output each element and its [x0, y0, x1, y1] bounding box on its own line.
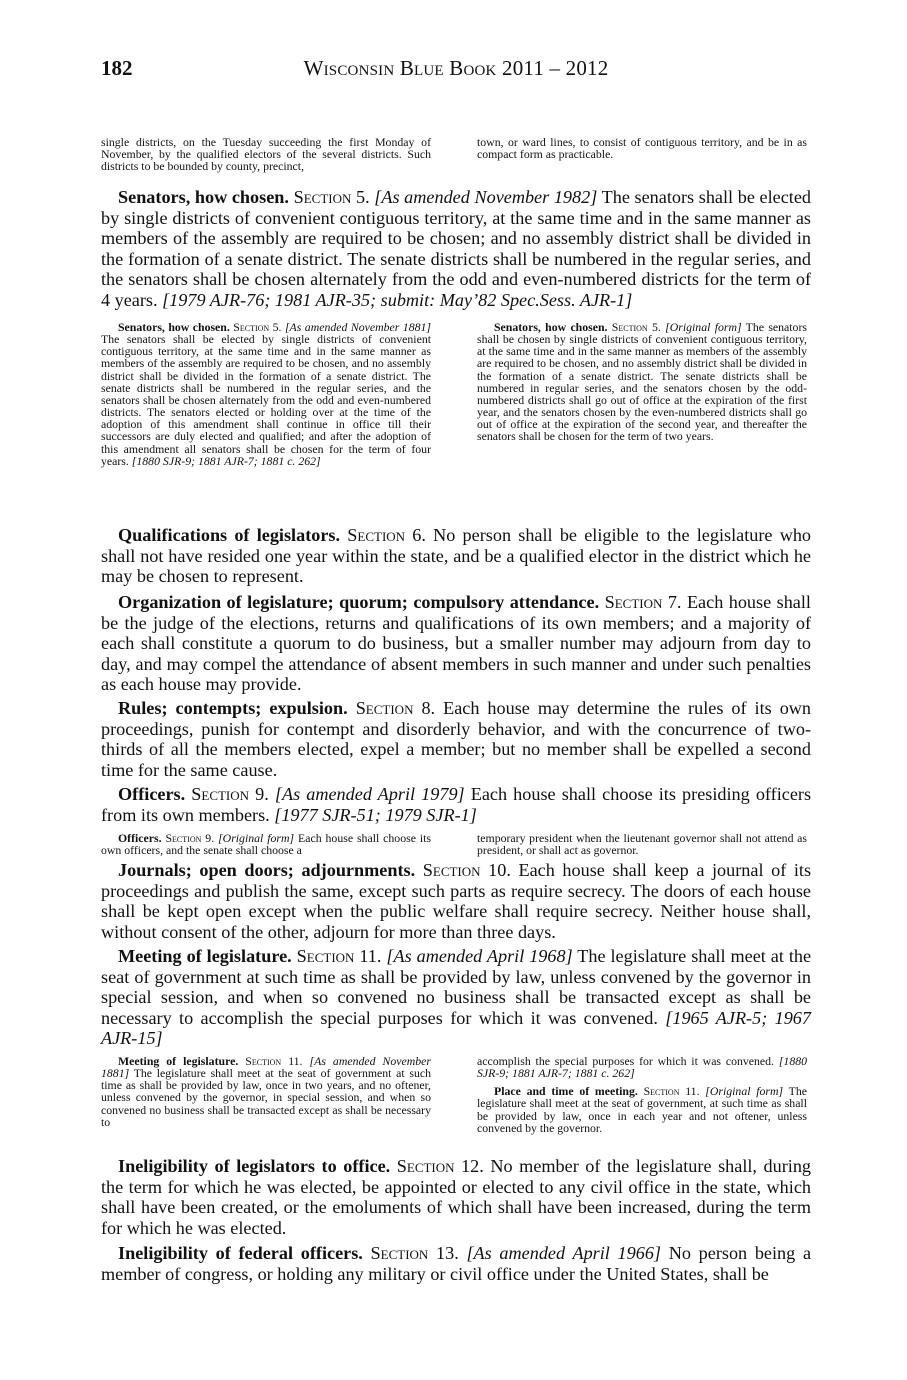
section-number: Section 9. [191, 784, 269, 804]
note-section: Section 11. [643, 1084, 700, 1099]
note-heading: Meeting of legislature. [118, 1054, 239, 1068]
note-amendment: [As amended November 1881] [284, 320, 431, 334]
note-section: Section 5. [611, 320, 661, 334]
section-heading: Rules; contempts; expulsion. [118, 698, 348, 718]
amendment-note: [As amended April 1979] [274, 784, 465, 804]
top-note-left [101, 136, 431, 172]
section-heading: Senators, how chosen. [118, 187, 289, 207]
section-9 [101, 784, 811, 825]
note-text: Each house shall choose its own officers, and the senate shall choose a [101, 831, 431, 858]
section-text: The legislature shall meet at the seat of government at such time as shall be provided by law, unless convened by the governor in special session, and when so convened no business shall be transacted except as shall be necessary to accomplish the special purposes for which it was convened. [101, 946, 812, 1028]
section-heading: Organization of legislature; quorum; compulsory attendance. [118, 592, 600, 612]
note-text: The legislature shall meet at the seat of government, at such time as shall be provided by law, once in each year and not oftener, unless convened by the governor. [477, 1084, 807, 1135]
note-amendment: [Original form] [705, 1084, 784, 1099]
sec9-note-right [477, 832, 807, 856]
note-text: single districts, on the Tuesday succeeding the first Monday of November, by the qualified electors of the several districts. Such districts to be bounded by county, precinct, [101, 135, 431, 174]
note-text: The senators shall be chosen by single districts of convenient contiguous territory, at the same time and in the same manner as members of the assembly are required to be chosen, and no assembly district shall be divided in the formation of a senate district. The senate districts shall be numbered in regular series, and the senators chosen by the odd-numbered districts shall go out of office at the expiration of the first year, and the senators chosen by the even-numbered districts shall go out of office at the expiration of the second year, and thereafter the senators shall be chosen for the term of two years. [477, 320, 807, 444]
section-number: Section 11. [296, 946, 382, 966]
section-5 [101, 187, 811, 311]
section-number: Section 12. [396, 1156, 484, 1176]
note-heading: Senators, how chosen. [118, 320, 230, 334]
section-text: No person being a member of congress, or holding any military or civil office under the United States, shall be [101, 1243, 812, 1284]
section-7 [101, 592, 811, 695]
note-heading: Place and time of meeting. [494, 1084, 638, 1099]
page-number: 182 [101, 56, 133, 80]
sec11-note-right [477, 1055, 807, 1134]
section-12 [101, 1156, 811, 1238]
section-number: Section 7. [604, 592, 682, 612]
section-text: Each house shall be the judge of the elections, returns and qualifications of its own members; and a majority of each shall constitute a quorum to do business, but a smaller number may adjourn from day to day, and may compel the attendance of absent members in such manner and under such penalties as each house may provide. [101, 592, 811, 695]
note-section: Section 9. [165, 831, 215, 845]
section-text: No person shall be eligible to the legislature who shall not have resided one year within the state, and be a qualified elector in the district which he may be chosen to represent. [101, 525, 812, 587]
note-text: The senators shall be elected by single districts of convenient contiguous territory, at the same time and in the same manner as members of the assembly are required to be chosen, and no assembly district shall be divided in the formation of a senate district. The senate districts shall be numbered in the regular series, and the senators shall be chosen alternately from the odd and even-numbered districts. The senators elected or holding over at the time of the adoption of this amendment shall continue in office till their successors are duly elected and qualified; and after the adoption of this amendment all senators shall be chosen for the term of four years. [101, 332, 431, 468]
section-heading: Journals; open doors; adjournments. [118, 860, 416, 880]
sec11-note-left [101, 1055, 431, 1128]
sec5-note-right [477, 321, 807, 443]
note-history: [1880 SJR-9; 1881 AJR-7; 1881 c. 262] [131, 453, 321, 468]
note-text: accomplish the special purposes for which it was convened. [477, 1054, 774, 1068]
history-note: [1977 SJR-51; 1979 SJR-1] [274, 804, 477, 825]
section-number: Section 8. [355, 698, 436, 718]
section-heading: Officers. [118, 784, 186, 804]
amendment-note: [As amended April 1966] [466, 1243, 662, 1263]
section-number: Section 5. [293, 187, 370, 207]
history-note: [1965 AJR-5; 1967 AJR-15] [101, 1007, 811, 1049]
section-number: Section 6. [347, 525, 426, 545]
section-text: The senators shall be elected by single districts of convenient contiguous territory, at the same time and in the same manner as members of the assembly are required to be chosen; and no assembly district shall be divided in the formation of a senate district. The senate districts shall be numbered in the regular series, and the senators shall be chosen alternately from the odd and even-numbered districts for the term of 4 years. [101, 187, 812, 310]
sec5-note-left [101, 321, 431, 467]
section-text: Each house shall choose its presiding officers from its own members. [101, 784, 812, 825]
note-text: town, or ward lines, to consist of contiguous territory, and be in as compact form as practicable. [477, 135, 807, 162]
note-heading: Officers. [118, 831, 162, 845]
section-heading: Qualifications of legislators. [118, 525, 341, 545]
note-text: temporary president when the lieutenant governor shall not attend as president, or shall act as governor. [477, 831, 807, 858]
note-amendment: [Original form] [218, 831, 295, 845]
note-section: Section 5. [233, 320, 282, 334]
section-8 [101, 698, 811, 780]
note-amendment: [Original form] [665, 320, 742, 334]
top-note-right [477, 136, 807, 160]
history-note: [1979 AJR-76; 1981 AJR-35; submit: May’82 Spec.Sess. AJR-1] [162, 289, 633, 310]
note-history: [1880 SJR-9; 1881 AJR-7; 1881 c. 262] [477, 1054, 808, 1081]
section-13 [101, 1243, 811, 1284]
amendment-note: [As amended November 1982] [374, 187, 598, 207]
note-text: The legislature shall meet at the seat of government at such time as shall be provided by law, once in two years, and no oftener, unless convened by the governor, in special session, and when so convened no business shall be transacted except as shall be necessary to [101, 1066, 431, 1129]
page-header [101, 56, 811, 86]
section-heading: Meeting of legislature. [118, 946, 292, 966]
amendment-note: [As amended April 1968] [386, 946, 573, 966]
note-heading: Senators, how chosen. [494, 320, 608, 334]
section-11 [101, 946, 811, 1049]
section-heading: Ineligibility of legislators to office. [118, 1156, 391, 1176]
sec9-note-left [101, 832, 431, 856]
book-title: Wisconsin Blue Book 2011 – 2012 [303, 56, 609, 80]
note-amendment: [As amended November 1881] [101, 1054, 432, 1081]
note-section: Section 11. [245, 1054, 303, 1068]
section-number: Section 10. [422, 860, 511, 880]
section-text: No member of the legislature shall, during the term for which he was elected, be appointed or elected to any civil office in the state, which shall have been created, or the emoluments of which shall have been increased, during the term for which he was elected. [101, 1156, 812, 1238]
section-number: Section 13. [370, 1243, 459, 1263]
section-10 [101, 860, 811, 942]
section-text: Each house shall keep a journal of its proceedings and publish the same, except such parts as require secrecy. The doors of each house shall be kept open except when the public welfare shall require secrecy. Neither house shall, without consent of the other, adjourn for more than three days. [101, 860, 812, 942]
section-text: Each house may determine the rules of its own proceedings, punish for contempt and disorderly behavior, and with the concurrence of two-thirds of all the members elected, expel a member; but no member shall be expelled a second time for the same cause. [101, 698, 812, 780]
section-6 [101, 525, 811, 587]
section-heading: Ineligibility of federal officers. [118, 1243, 363, 1263]
